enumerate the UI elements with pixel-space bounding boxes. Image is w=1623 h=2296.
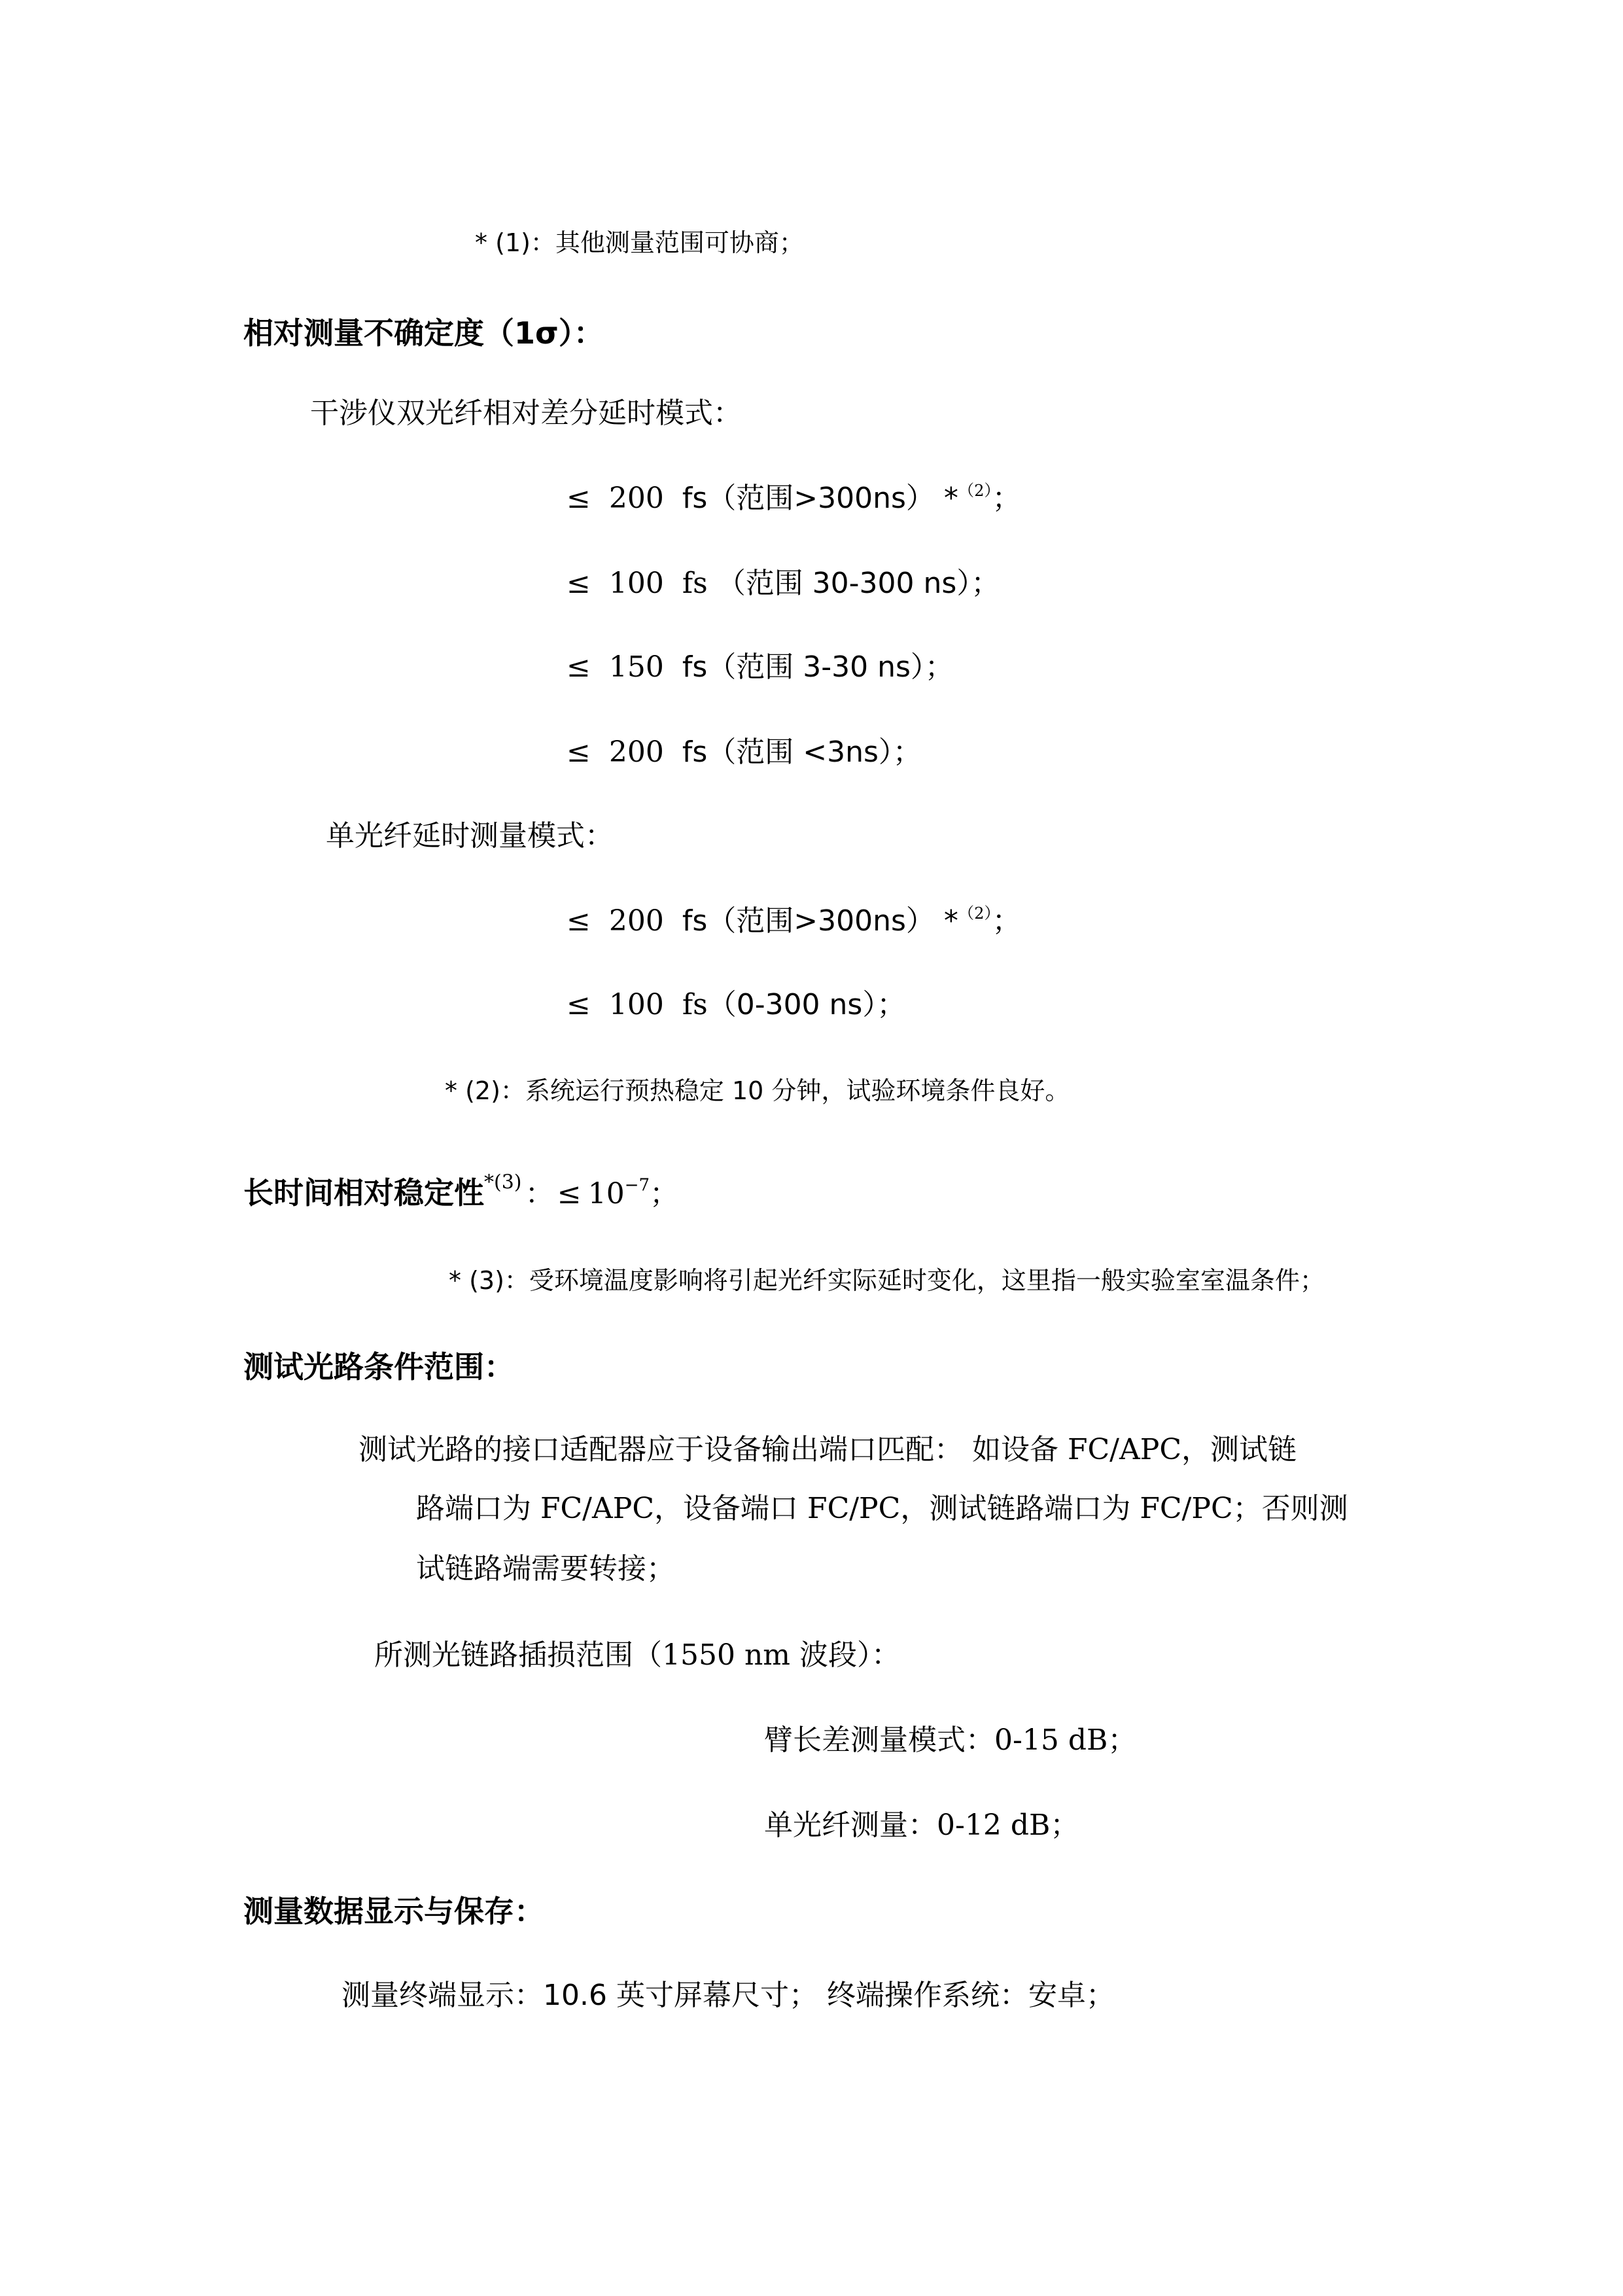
spec-item	[567, 569, 1000, 598]
stability-end: ；	[650, 1177, 679, 1210]
footnote-2	[445, 1078, 1070, 1103]
spec-end: ；	[971, 567, 1000, 600]
footnote-1-text: 其他测量范围可协商；	[555, 228, 804, 257]
spec-value: 200	[608, 482, 664, 515]
footnote-3	[449, 1268, 1325, 1293]
leq-symbol: ≤	[567, 988, 591, 1021]
insertion-loss-item-single-fiber: 单光纤测量：0-12 dB；	[764, 1809, 1079, 1842]
spec-range: （0-300 ns）	[707, 988, 877, 1021]
stability-separator: ：	[525, 1177, 554, 1210]
section-heading-uncertainty: 相对测量不确定度（1σ）：	[243, 315, 604, 351]
leq-symbol: ≤	[567, 567, 591, 600]
spec-end: ；	[992, 904, 1021, 938]
spec-item	[567, 650, 954, 684]
leq-symbol: ≤	[567, 735, 591, 769]
spec-range: （范围>300ns）	[707, 904, 935, 938]
spec-unit: fs	[682, 567, 708, 600]
footnote-ref: （2）	[958, 481, 992, 500]
spec-unit: fs	[682, 482, 708, 515]
spec-end: ；	[992, 482, 1021, 515]
spec-value: 100	[608, 567, 664, 600]
interferometer-mode-label: 干涉仪双光纤相对差分延时模式：	[310, 397, 742, 430]
test-path-paragraph-line-2: 路端口为 FC/APC，设备端口 FC/PC，测试链路端口为 FC/PC；否则测	[416, 1492, 1348, 1525]
spec-range: （范围 <3ns）	[707, 735, 893, 769]
stability-line	[243, 1171, 679, 1210]
spec-item	[567, 988, 906, 1021]
spec-range: （范围 3-30 ns）	[707, 650, 925, 684]
spec-end: ；	[892, 735, 922, 769]
footnote-1	[475, 230, 804, 255]
spec-value: 200	[608, 735, 664, 769]
spec-unit: fs	[682, 904, 708, 938]
leq-symbol: ≤	[557, 1177, 582, 1210]
spec-range: （范围>300ns）	[707, 482, 935, 515]
spec-unit: fs	[682, 988, 708, 1021]
section-heading-stability: 长时间相对稳定性	[243, 1175, 484, 1210]
section-heading-test-path: 测试光路条件范围：	[243, 1349, 514, 1385]
spec-unit: fs	[682, 650, 708, 684]
spec-value: 100	[608, 988, 664, 1021]
spec-end: ；	[924, 650, 954, 684]
footnote-3-marker: * (3)：	[449, 1266, 529, 1295]
footnote-ref: *(3)	[484, 1171, 522, 1194]
insertion-loss-item-arm-length: 臂长差测量模式：0-15 dB；	[764, 1723, 1137, 1757]
spec-range: （范围 30-300 ns）	[707, 567, 971, 600]
spec-item	[567, 904, 1021, 938]
footnote-ref: （2）	[958, 904, 992, 923]
spec-value: 200	[608, 904, 664, 938]
single-fiber-mode-label: 单光纤延时测量模式：	[326, 819, 614, 853]
footnote-2-text: 系统运行预热稳定 10 分钟，试验环境条件良好。	[525, 1076, 1070, 1105]
spec-unit: fs	[682, 735, 708, 769]
footnote-2-marker: * (2)：	[445, 1076, 525, 1105]
insertion-loss-label: 所测光链路插损范围（1550 nm 波段）：	[374, 1638, 901, 1672]
display-spec-line: 测量终端显示：10.6 英寸屏幕尺寸； 终端操作系统：安卓；	[341, 1979, 1115, 2012]
footnote-3-text: 受环境温度影响将引起光纤实际延时变化，这里指一般实验室室温条件；	[529, 1266, 1325, 1295]
leq-symbol: ≤	[567, 904, 591, 938]
spec-item	[567, 481, 1021, 515]
spec-end: ；	[877, 988, 906, 1021]
footnote-1-marker: * (1)：	[475, 228, 555, 257]
test-path-paragraph-line-3: 试链路端需要转接；	[416, 1552, 675, 1585]
test-path-paragraph-line-1: 测试光路的接口适配器应于设备输出端口匹配： 如设备 FC/APC，测试链	[358, 1433, 1297, 1466]
section-heading-display: 测量数据显示与保存：	[243, 1894, 544, 1929]
footnote-marker: *	[943, 904, 958, 938]
leq-symbol: ≤	[567, 650, 591, 684]
spec-value: 150	[608, 650, 664, 684]
footnote-marker: *	[943, 482, 958, 515]
stability-exponent: −7	[624, 1175, 650, 1195]
stability-base: 10	[587, 1177, 625, 1210]
leq-symbol: ≤	[567, 482, 591, 515]
spec-item	[567, 735, 922, 769]
